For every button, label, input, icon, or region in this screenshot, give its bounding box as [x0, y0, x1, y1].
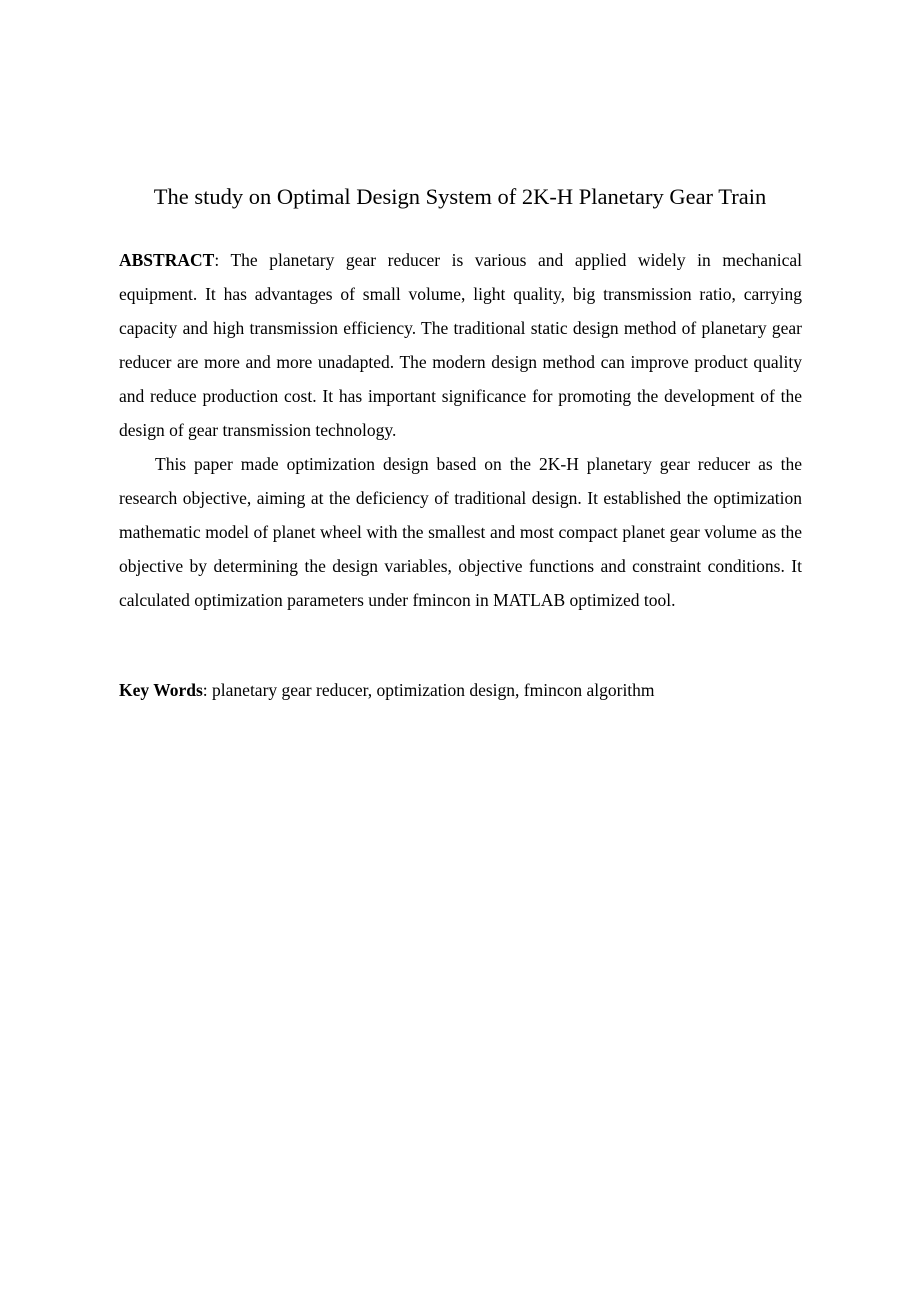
keywords-label: Key Words	[119, 680, 203, 700]
abstract-paragraph-1	[119, 243, 802, 447]
keywords-line	[119, 676, 802, 704]
keywords-text: planetary gear reducer, optimization design, fmincon algorithm	[212, 680, 655, 700]
abstract-separator: :	[214, 250, 231, 270]
paper-title: The study on Optimal Design System of 2K-H Planetary Gear Train	[153, 184, 767, 209]
abstract-paragraph-2	[119, 447, 802, 617]
abstract-text-1: The planetary gear reducer is various and applied widely in mechanical equipment. It has advantages of small volume, light quality, big transmission ratio, carrying capacity and high transmission efficiency. The traditional static design method of planetary gear reducer are more and more unadapted. The modern design method can improve product quality and reduce production cost. It has important significance for promoting the development of the design of gear transmission technology.	[119, 250, 803, 440]
abstract-section	[119, 243, 802, 617]
keywords-separator: :	[202, 680, 213, 700]
abstract-label: ABSTRACT	[119, 250, 215, 270]
abstract-text-2: This paper made optimization design based on the 2K-H planetary gear reducer as the research objective, aiming at the deficiency of traditional design. It established the optimization mathematic model of planet wheel with the smallest and most compact planet gear volume as the objective by determining the design variables, objective functions and constraint conditions. It calculated optimization parameters under fmincon in MATLAB optimized tool.	[119, 454, 802, 610]
